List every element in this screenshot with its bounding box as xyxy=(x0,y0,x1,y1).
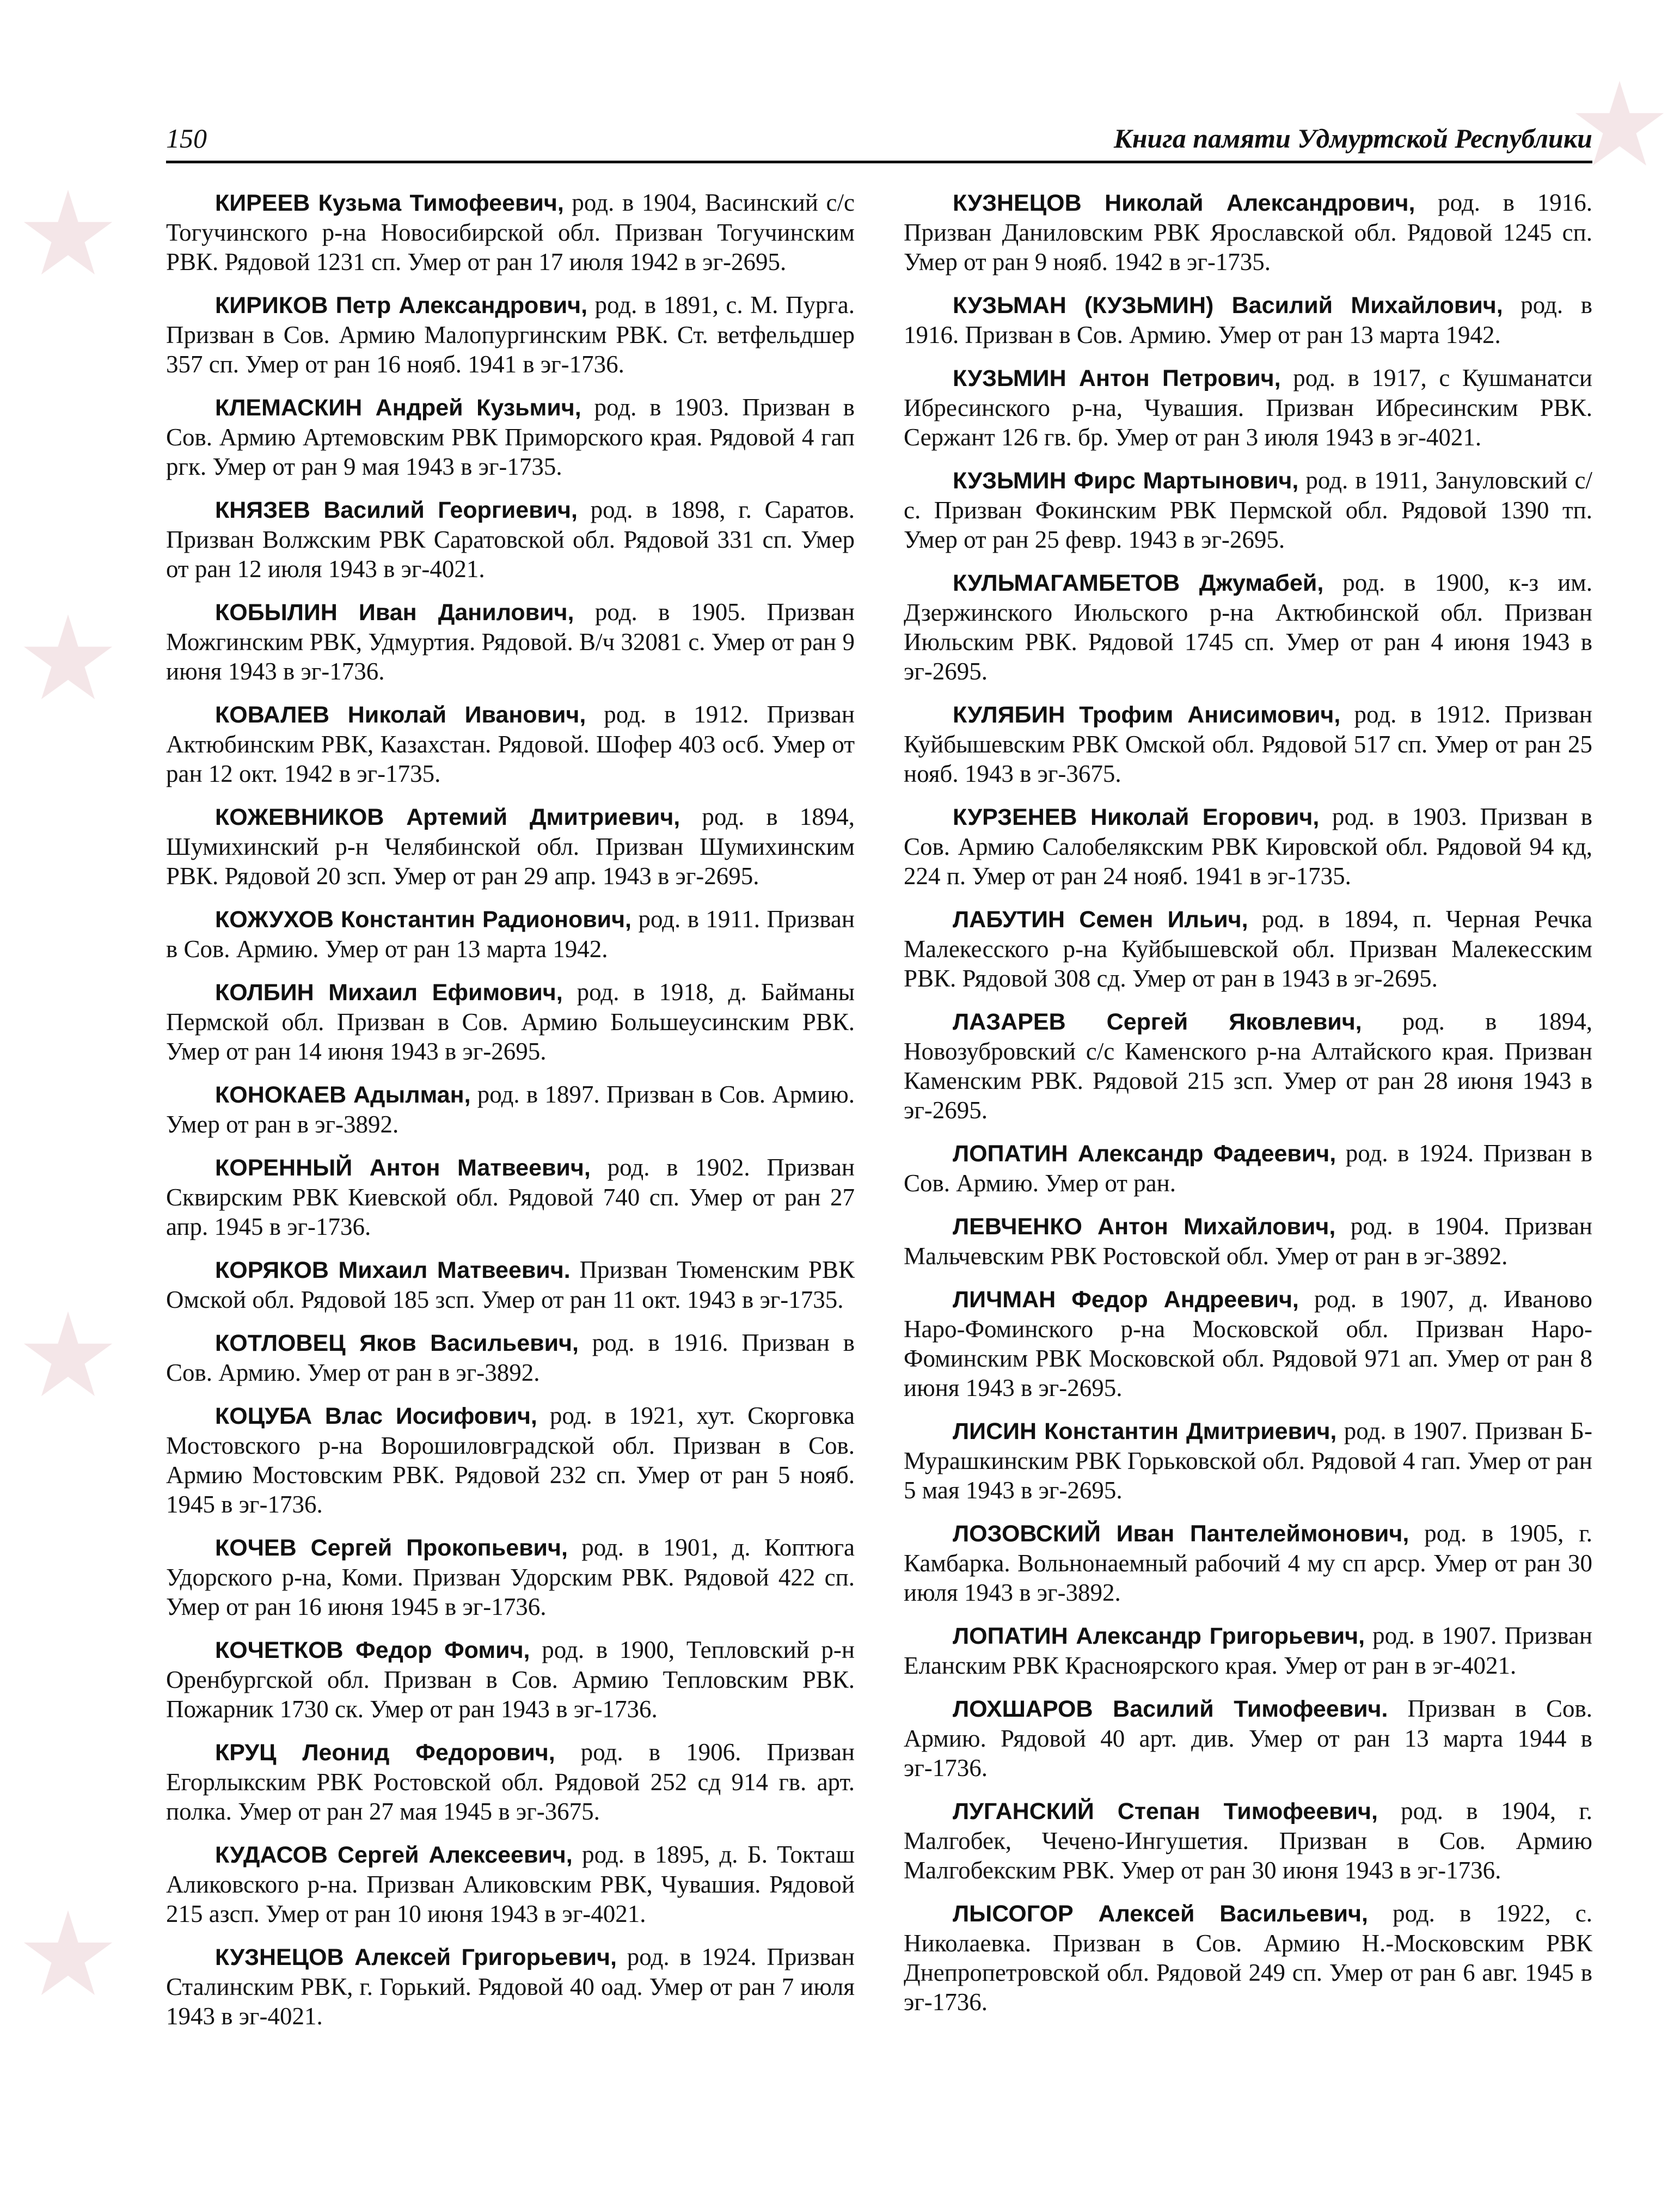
record-entry xyxy=(166,1401,855,1519)
record-entry xyxy=(166,1942,855,2031)
record-entry xyxy=(166,1635,855,1724)
record-text: Призван в Сов. Армию. Рядовой 40 арт. див. Умер от ран 13 марта 1944 в эг-1736. xyxy=(904,1695,1593,1782)
record-entry xyxy=(166,1255,855,1314)
record-entry xyxy=(166,1840,855,1929)
record-text: род. в 1903. Призван в Сов. Армию Салобелякским РВК Кировской обл. Рядовой 94 кд, 224 п. Умер от ран 24 нояб. 1941 в эг-1735. xyxy=(904,803,1592,890)
page-number: 150 xyxy=(166,123,207,154)
record-text: род. в 1924. Призван в Сов. Армию. Умер от ран. xyxy=(904,1140,1592,1197)
record-text: род. в 1905, г. Камбарка. Вольнонаемный рабочий 4 му сп арср. Умер от ран 30 июля 1943 в эг-3892. xyxy=(904,1520,1592,1606)
record-text: род. в 1905. Призван Можгинским РВК, Удмуртия. Рядовой. В/ч 32081 с. Умер от ран 9 июня 1943 в эг-1736. xyxy=(166,598,855,685)
record-text: род. в 1907. Призван Еланским РВК Красноярского края. Умер от ран в эг-4021. xyxy=(904,1622,1592,1679)
record-name: КИРИКОВ Петр Александрович, xyxy=(215,292,588,319)
record-name: КНЯЗЕВ Василий Георгиевич, xyxy=(215,497,578,523)
record-entry xyxy=(166,802,855,891)
left-column xyxy=(166,188,855,2044)
record-entry xyxy=(166,393,855,481)
record-entry xyxy=(166,1153,855,1241)
record-text: род. в 1898, г. Саратов. Призван Волжским РВК Саратовской обл. Рядовой 331 сп. Умер от ран 12 июля 1943 в эг-4021. xyxy=(166,496,855,583)
record-entry xyxy=(166,1328,855,1387)
right-column xyxy=(904,188,1592,2030)
record-text: род. в 1916. Призван в Сов. Армию. Умер от ран 13 марта 1942. xyxy=(904,291,1592,348)
record-name: КОЖЕВНИКОВ Артемий Дмитриевич, xyxy=(215,804,680,830)
record-name: КУЗЬМИН Фирс Мартынович, xyxy=(953,468,1299,494)
record-text: род. в 1904, Васинский с/с Тогучинского р-на Новосибирской обл. Призван Тогучинским РВК. Рядовой 1231 сп. Умер от ран 17 июля 1942 в эг-2695. xyxy=(166,189,855,276)
record-entry xyxy=(166,904,855,964)
record-name: КОЧЕТКОВ Федор Фомич, xyxy=(215,1637,530,1663)
record-name: КИРЕЕВ Кузьма Тимофеевич, xyxy=(215,190,564,216)
record-text: род. в 1916. Призван Даниловским РВК Ярославской обл. Рядовой 1245 сп. Умер от ран 9 нояб. 1942 в эг-1735. xyxy=(904,189,1592,276)
record-name: ЛОХШАРОВ Василий Тимофеевич. xyxy=(953,1696,1388,1722)
record-name: ЛАЗАРЕВ Сергей Яковлевич, xyxy=(953,1009,1362,1035)
record-entry xyxy=(166,1533,855,1621)
record-name: ЛОПАТИН Александр Григорьевич, xyxy=(953,1623,1365,1649)
record-name: КОРЯКОВ Михаил Матвеевич. xyxy=(215,1257,571,1283)
record-name: КОБЫЛИН Иван Данилович, xyxy=(215,599,574,626)
record-text: род. в 1901, д. Коптюга Удорского р-на, Коми. Призван Удорским РВК. Рядовой 422 сп. Умер от ран 16 июня 1945 в эг-1736. xyxy=(166,1534,855,1620)
record-text: род. в 1907, д. Иваново Наро-Фоминского р-на Московской обл. Призван Наро-Фоминским РВК Московской обл. Рядовой 971 ап. Умер от ран 8 июня 1943 в эг-2695. xyxy=(904,1285,1593,1401)
record-text: род. в 1917, с Кушманатси Ибресинского р-на, Чувашия. Призван Ибресинским РВК. Сержант 126 гв. бр. Умер от ран 3 июля 1943 в эг-4021. xyxy=(904,364,1592,451)
record-name: ЛУГАНСКИЙ Степан Тимофеевич, xyxy=(953,1798,1378,1825)
record-text: род. в 1911, Зануловский с/с. Призван Фокинским РВК Пермской обл. Рядовой 1390 тп. Умер от ран 25 февр. 1943 в эг-2695. xyxy=(904,467,1592,553)
record-text: Призван Тюменским РВК Омской обл. Рядовой 185 зсп. Умер от ран 11 окт. 1943 в эг-1735. xyxy=(166,1256,855,1313)
record-name: ЛИЧМАН Федор Андреевич, xyxy=(953,1287,1299,1313)
record-entry xyxy=(904,904,1592,993)
record-entry xyxy=(166,700,855,788)
record-name: КОНОКАЕВ Адылман, xyxy=(215,1082,471,1108)
record-text: род. в 1900, Тепловский р-н Оренбургской обл. Призван в Сов. Армию Тепловским РВК. Пожарник 1730 ск. Умер от ран 1943 в эг-1736. xyxy=(166,1636,855,1723)
record-entry xyxy=(166,495,855,584)
record-name: КУДАСОВ Сергей Алексеевич, xyxy=(215,1842,573,1868)
record-entry xyxy=(904,1416,1592,1505)
record-name: КОЛБИН Михаил Ефимович, xyxy=(215,979,563,1006)
record-text: род. в 1894, Новозубровский с/с Каменского р-на Алтайского края. Призван Каменским РВК. Рядовой 215 зсп. Умер от ран 28 июня 1943 в эг-2695. xyxy=(904,1008,1592,1124)
record-entry xyxy=(904,1284,1592,1403)
record-text: род. в 1894, п. Черная Речка Малекесского р-на Куйбышевской обл. Призван Малекесским РВК. Рядовой 308 сд. Умер от ран в 1943 в эг-2695. xyxy=(904,905,1592,992)
record-text: род. в 1891, с. М. Пурга. Призван в Сов. Армию Малопургинским РВК. Ст. ветфельдшер 357 сп. Умер от ран 16 нояб. 1941 в эг-1736. xyxy=(166,291,855,378)
record-name: КОЖУХОВ Константин Радионович, xyxy=(215,907,631,933)
record-name: КОРЕННЫЙ Антон Матвеевич, xyxy=(215,1155,591,1181)
record-name: КРУЦ Леонид Федорович, xyxy=(215,1740,555,1766)
record-entry xyxy=(166,597,855,686)
record-text: род. в 1916. Призван в Сов. Армию. Умер от ран в эг-3892. xyxy=(166,1329,855,1386)
record-text: род. в 1904, г. Малгобек, Чечено-Ингушетия. Призван в Сов. Армию Малгобекским РВК. Умер от ран 30 июня 1943 в эг-1736. xyxy=(904,1797,1592,1884)
record-entry xyxy=(904,1211,1592,1271)
record-text: род. в 1906. Призван Егорлыкским РВК Ростовской обл. Рядовой 252 сд 914 гв. арт. полка. Умер от ран 27 мая 1945 в эг-3675. xyxy=(166,1738,855,1825)
record-name: КУЗЬМАН (КУЗЬМИН) Василий Михайлович, xyxy=(953,292,1503,319)
record-entry xyxy=(904,290,1592,350)
record-name: КУЛЬМАГАМБЕТОВ Джумабей, xyxy=(953,570,1324,596)
watermark-star-icon xyxy=(22,610,114,730)
record-text: род. в 1902. Призван Сквирским РВК Киевской обл. Рядовой 740 сп. Умер от ран 27 апр. 1945 в эг-1736. xyxy=(166,1154,855,1240)
record-text: род. в 1895, д. Б. Токташ Аликовского р-на. Призван Аликовским РВК, Чувашия. Рядовой 215 азсп. Умер от ран 10 июня 1943 в эг-4021. xyxy=(166,1841,855,1927)
record-entry xyxy=(904,1621,1592,1680)
record-entry xyxy=(166,188,855,277)
record-text: род. в 1912. Призван Актюбинским РВК, Казахстан. Рядовой. Шофер 403 осб. Умер от ран 12 окт. 1942 в эг-1735. xyxy=(166,701,855,787)
record-text: род. в 1924. Призван Сталинским РВК, г. Горький. Рядовой 40 оад. Умер от ран 7 июля 1943 в эг-4021. xyxy=(166,1943,855,2030)
record-entry xyxy=(166,1080,855,1139)
record-text: род. в 1918, д. Байманы Пермской обл. Призван в Сов. Армию Большеусинским РВК. Умер от ран 14 июня 1943 в эг-2695. xyxy=(166,978,855,1065)
record-entry xyxy=(904,1007,1592,1125)
record-entry xyxy=(904,1694,1592,1783)
record-entry xyxy=(904,1899,1592,2017)
record-entry xyxy=(904,1519,1592,1607)
watermark-star-icon xyxy=(22,1906,114,2025)
record-entry xyxy=(904,700,1592,788)
record-entry xyxy=(904,1796,1592,1885)
record-name: КЛЕМАСКИН Андрей Кузьмич, xyxy=(215,395,581,421)
running-title: Книга памяти Удмуртской Республики xyxy=(1113,123,1592,154)
record-name: КОТЛОВЕЦ Яков Васильевич, xyxy=(215,1330,579,1356)
watermark-star-icon xyxy=(22,1307,114,1427)
record-entry xyxy=(904,568,1592,686)
record-entry xyxy=(904,188,1592,277)
record-text: род. в 1911. Призван в Сов. Армию. Умер от ран 13 марта 1942. xyxy=(166,905,855,963)
record-name: ЛИСИН Константин Дмитриевич, xyxy=(953,1418,1337,1444)
record-name: КОВАЛЕВ Николай Иванович, xyxy=(215,702,586,728)
record-text: род. в 1904. Призван Мальчевским РВК Ростовской обл. Умер от ран в эг-3892. xyxy=(904,1213,1592,1270)
record-entry xyxy=(904,363,1592,452)
record-text: род. в 1894, Шумихинский р-н Челябинской обл. Призван Шумихинским РВК. Рядовой 20 зсп. Умер от ран 29 апр. 1943 в эг-2695. xyxy=(166,803,855,890)
record-entry xyxy=(904,1138,1592,1198)
record-name: ЛОПАТИН Александр Фадеевич, xyxy=(953,1141,1336,1167)
record-name: ЛОЗОВСКИЙ Иван Пантелеймонович, xyxy=(953,1521,1409,1547)
record-text: род. в 1897. Призван в Сов. Армию. Умер от ран в эг-3892. xyxy=(166,1081,855,1138)
record-text: род. в 1900, к-з им. Дзержинского Июльского р-на Актюбинской обл. Призван Июльским РВК. Рядовой 1745 сп. Умер от ран 4 июня 1943 в эг-2695. xyxy=(904,569,1592,685)
record-entry xyxy=(166,290,855,379)
record-name: КОЦУБА Влас Иосифович, xyxy=(215,1403,537,1429)
record-name: ЛЕВЧЕНКО Антон Михайлович, xyxy=(953,1214,1336,1240)
record-entry xyxy=(166,1737,855,1826)
record-name: КОЧЕВ Сергей Прокопьевич, xyxy=(215,1535,568,1561)
record-text: род. в 1903. Призван в Сов. Армию Артемовским РВК Приморского края. Рядовой 4 гап ргк. Умер от ран 9 мая 1943 в эг-1735. xyxy=(166,394,855,480)
record-name: КУЛЯБИН Трофим Анисимович, xyxy=(953,702,1341,728)
page-header xyxy=(166,117,1592,163)
record-name: КУЗНЕЦОВ Алексей Григорьевич, xyxy=(215,1944,617,1970)
record-text: род. в 1921, хут. Скорговка Мостовского р-на Ворошиловградской обл. Призван в Сов. Армию Мостовским РВК. Рядовой 232 сп. Умер от ран 5 нояб. 1945 в эг-1736. xyxy=(166,1402,855,1518)
record-entry xyxy=(904,802,1592,891)
record-name: КУЗНЕЦОВ Николай Александрович, xyxy=(953,190,1415,216)
watermark-star-icon xyxy=(22,185,114,305)
record-name: ЛЫСОГОР Алексей Васильевич, xyxy=(953,1901,1368,1927)
record-name: КУРЗЕНЕВ Николай Егорович, xyxy=(953,804,1320,830)
record-name: КУЗЬМИН Антон Петрович, xyxy=(953,365,1281,391)
record-text: род. в 1922, с. Николаевка. Призван в Сов. Армию Н.-Московским РВК Днепропетровской обл. Рядовой 249 сп. Умер от ран 6 авг. 1945 в эг-1736. xyxy=(904,1900,1592,2016)
record-text: род. в 1912. Призван Куйбышевским РВК Омской обл. Рядовой 517 сп. Умер от ран 25 нояб. 1943 в эг-3675. xyxy=(904,701,1593,787)
record-entry xyxy=(904,466,1592,554)
record-entry xyxy=(166,977,855,1066)
record-text: род. в 1907. Призван Б-Мурашкинским РВК Горьковской обл. Рядовой 4 гап. Умер от ран 5 мая 1943 в эг-2695. xyxy=(904,1417,1592,1504)
record-name: ЛАБУТИН Семен Ильич, xyxy=(953,907,1248,933)
